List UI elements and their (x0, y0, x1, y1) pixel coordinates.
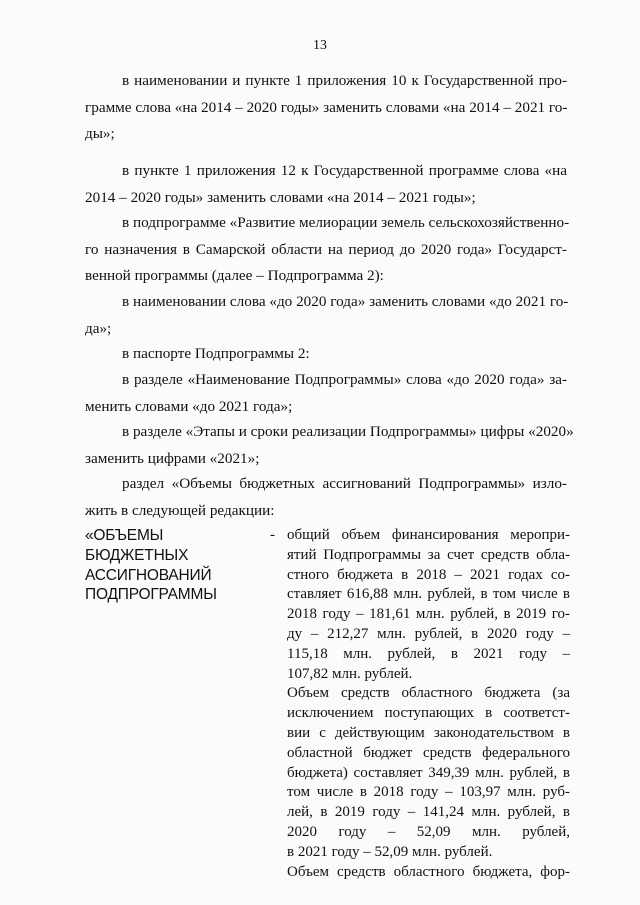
text-line: жить в следующей редакции: (85, 501, 275, 519)
paragraph-section-stages (85, 419, 574, 472)
text-line: раздел «Объемы бюджетных ассигнований Подпрограммы» изло- (122, 475, 567, 492)
heading-line: «ОБЪЕМЫ (85, 527, 164, 544)
content-line: Объем средств областного бюджета (за (287, 685, 570, 702)
text-line: заменить цифрами «2021»; (85, 449, 260, 467)
text-line: в наименовании слова «до 2020 года» заменить словами «до 2021 го- (122, 293, 569, 310)
content-line: 2018 году – 181,61 млн. рублей, в 2019 го- (287, 606, 570, 623)
heading-line: АССИГНОВАНИЙ (85, 566, 212, 584)
content-line: 107,82 млн. рублей. (287, 665, 413, 682)
paragraph-subprogram-2 (85, 210, 570, 290)
text-line: в паспорте Подпрограммы 2: (122, 345, 310, 362)
paragraph-name-change (85, 289, 567, 342)
content-line: ставляет 616,88 млн. рублей, в том числе в (287, 586, 570, 603)
text-line: ды»; (85, 125, 115, 142)
text-line: в наименовании и пункте 1 приложения 10 к Государственной про- (122, 72, 567, 89)
text-line: 2014 – 2020 годы» заменить словами «на 2014 – 2021 годы»; (85, 188, 476, 206)
text-line: грамме слова «на 2014 – 2020 годы» заменить словами «на 2014 – 2021 го- (85, 98, 568, 116)
content-line: том числе в 2018 году – 103,97 млн. руб- (287, 784, 570, 801)
content-line: общий объем финансирования меропри- (287, 527, 570, 543)
text-line: венной программы (далее – Подпрограмма 2): (85, 267, 384, 284)
paragraph-section-volumes (85, 471, 567, 524)
content-line: в 2021 году – 52,09 млн. рублей. (287, 843, 493, 860)
content-line: лей, в 2019 году – 141,24 млн. рублей, в (287, 804, 570, 821)
paragraph-section-name (85, 367, 567, 420)
text-line: да»; (85, 319, 112, 337)
budget-section-heading (85, 526, 265, 605)
content-line: ятий Подпрограммы за счет средств обла- (287, 546, 570, 563)
paragraph-passport (85, 341, 567, 368)
content-line: исключением поступающих в соответст- (287, 705, 570, 722)
text-line: в пункте 1 приложения 12 к Государственной программе слова «на (122, 162, 567, 179)
content-line: 115,18 млн. рублей, в 2021 году – (287, 645, 570, 662)
content-line: вии с действующим законодательством в (287, 724, 570, 741)
content-line: стного бюджета в 2018 – 2021 годах со- (287, 566, 570, 583)
text-line: в разделе «Наименование Подпрограммы» слова «до 2020 года» за- (122, 371, 567, 388)
paragraph-appendix-12 (85, 158, 567, 211)
page-number: 13 (313, 38, 327, 53)
text-line: го назначения в Самарской области на период до 2020 года» Государст- (85, 240, 567, 258)
text-line: в разделе «Этапы и сроки реализации Подпрограммы» цифры «2020» (122, 423, 574, 440)
content-line: областной бюджет средств федерального (287, 744, 570, 761)
content-line: бюджета) составляет 349,39 млн. рублей, в (287, 764, 570, 781)
text-line: менить словами «до 2021 года»; (85, 397, 293, 415)
paragraph-appendix-10 (85, 68, 567, 148)
content-line: Объем средств областного бюджета, фор- (287, 863, 570, 880)
content-line: ду – 212,27 млн. рублей, в 2020 году – (287, 625, 570, 642)
text-line: в подпрограмме «Развитие мелиорации земель сельскохозяйственно- (122, 214, 570, 231)
heading-line: ПОДПРОГРАММЫ (85, 586, 217, 604)
content-line: 2020 году – 52,09 млн. рублей, (287, 823, 570, 840)
heading-line: БЮДЖЕТНЫХ (85, 546, 189, 564)
budget-section-content (287, 526, 570, 882)
separator-dash: - (270, 527, 275, 543)
